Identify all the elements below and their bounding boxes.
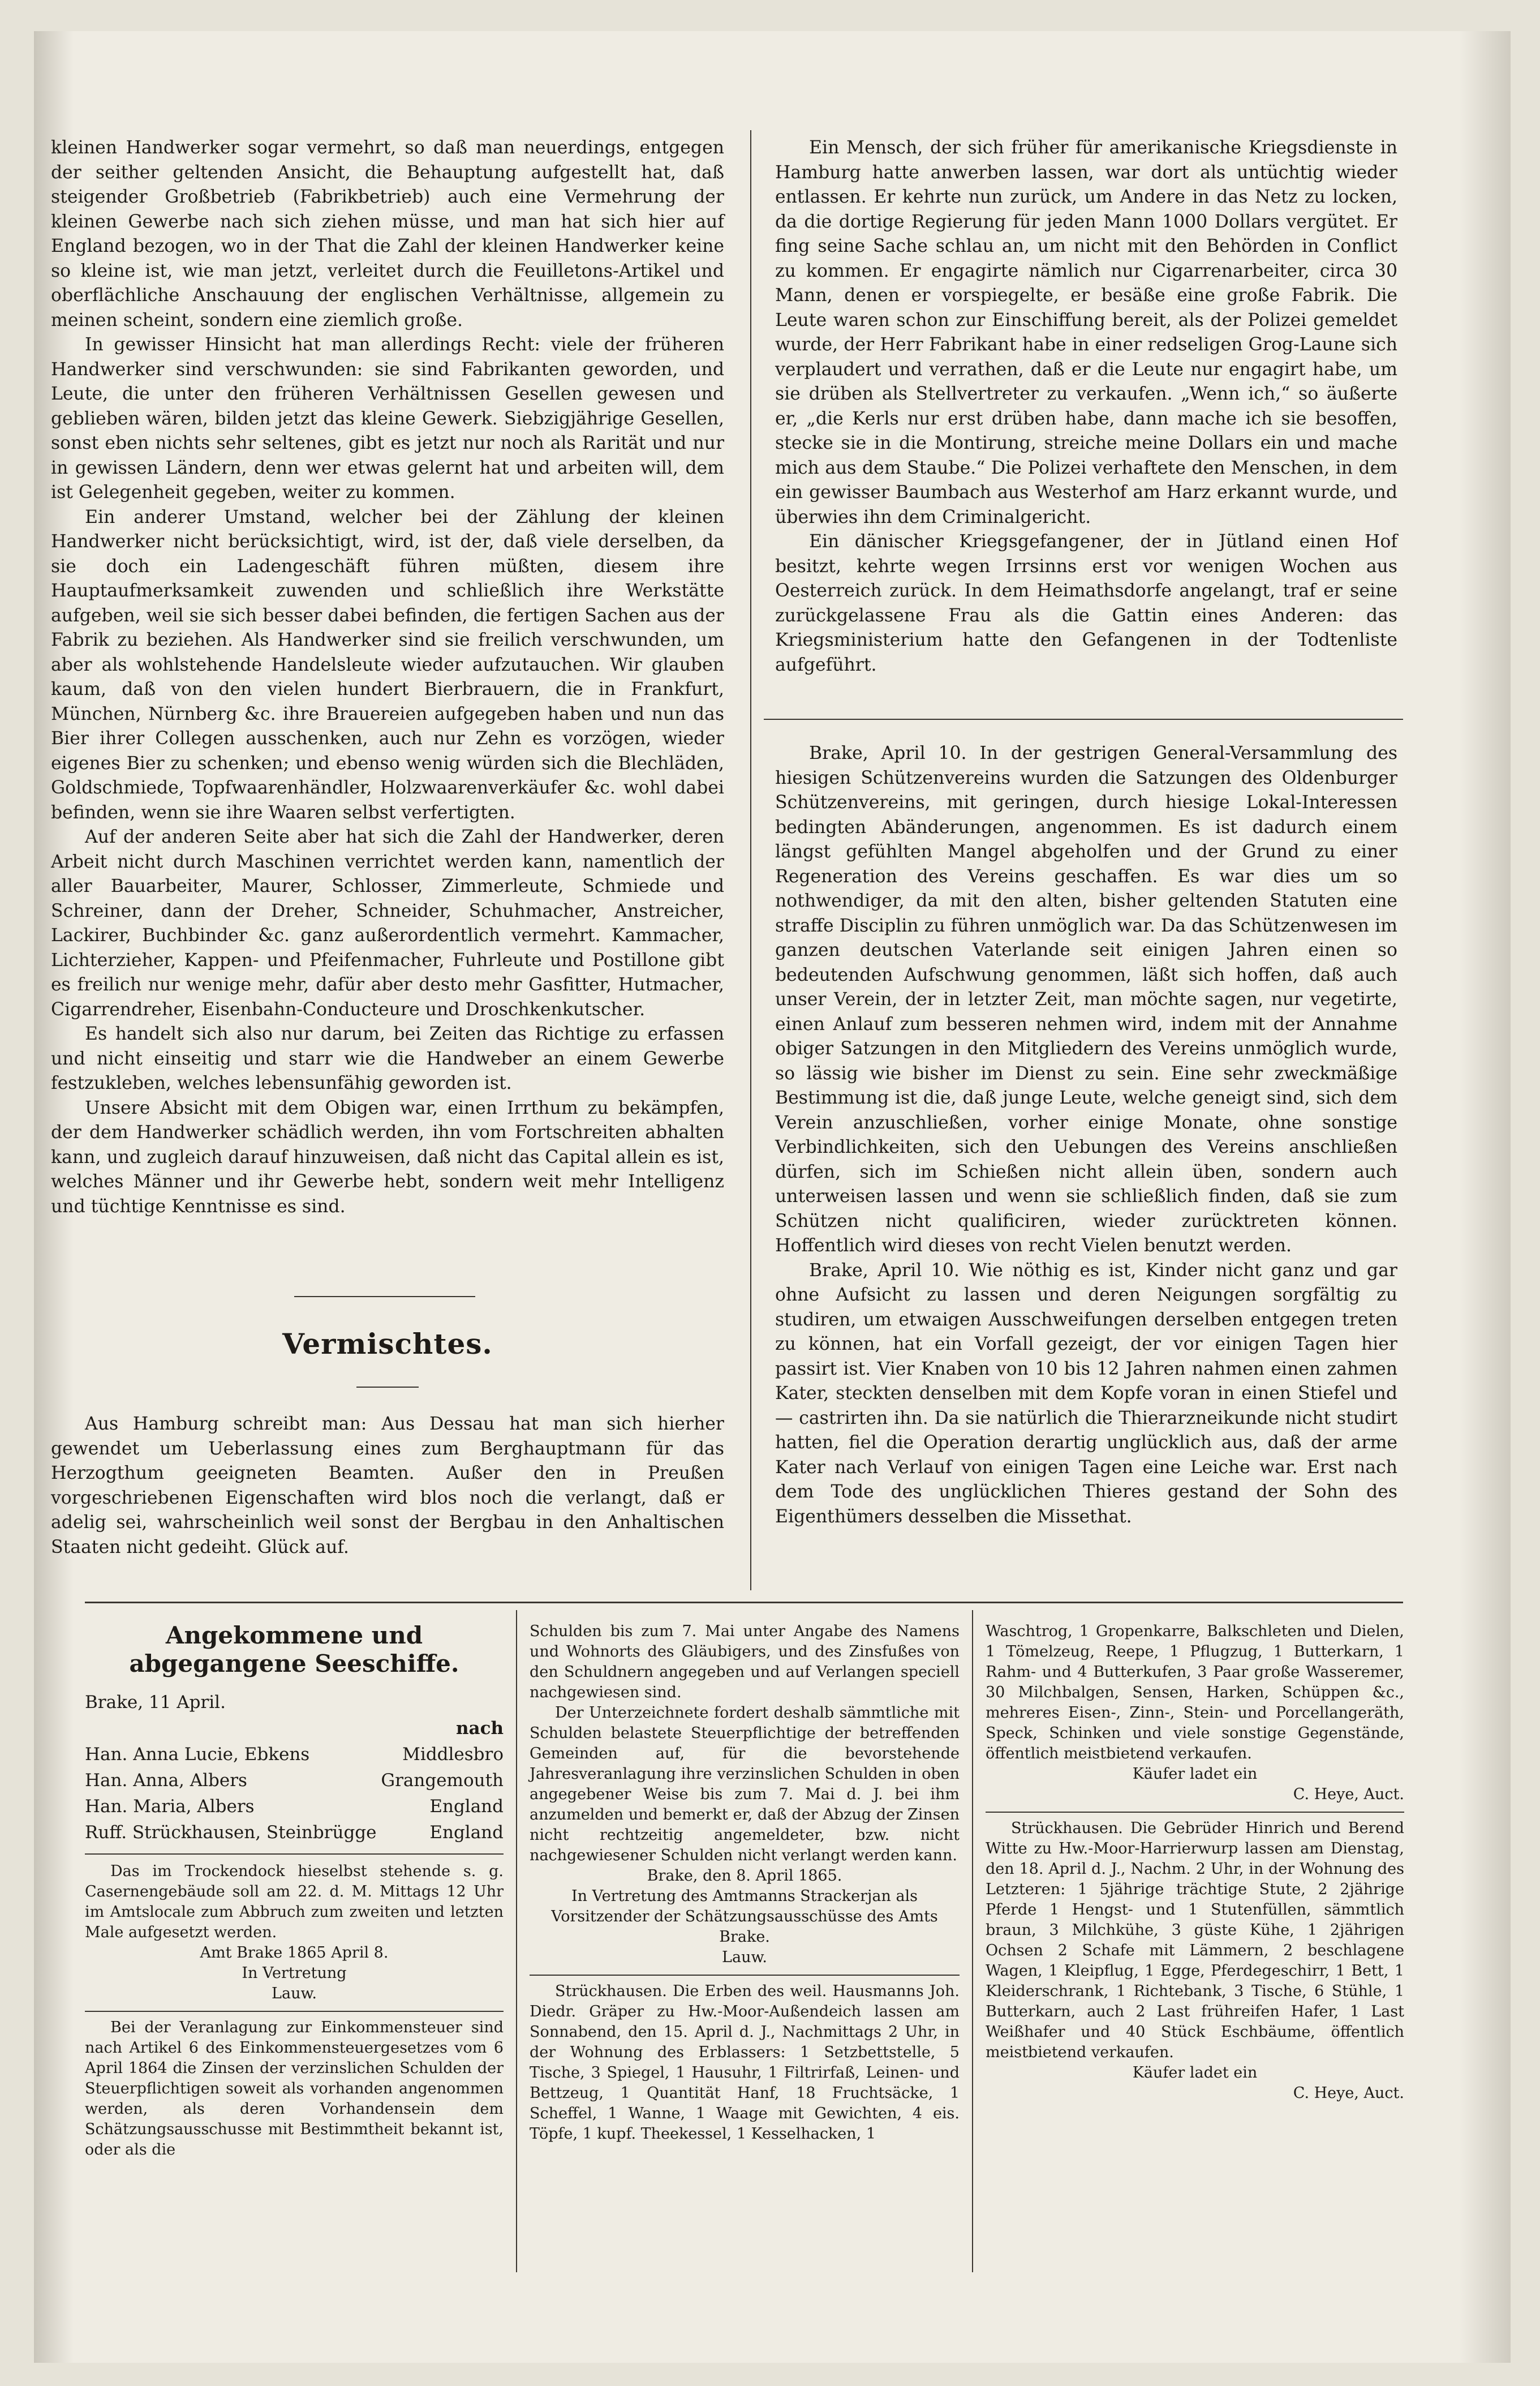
auctioneer-name: C. Heye, Auct. [1293, 2084, 1404, 2102]
page-edge-shadow [1460, 31, 1511, 2363]
ship-entry: Ruff. Strückhausen, Steinbrügge England [85, 1822, 504, 1843]
shipping-date-row [85, 1689, 504, 1715]
article-paragraph: Es handelt sich also nur darum, bei Zeiten das Richtige zu erfassen und nicht einseitig und starr wie die Handweber an einem Gewerbe festzukleben, welches lebensunfähig geworden ist. [51, 1024, 724, 1093]
notice-signature: Amt Brake 1865 April 8. [200, 1944, 389, 1962]
ship-entry: Han. Anna Lucie, Ebkens Middlesbro [85, 1744, 504, 1765]
shipping-date: Brake, 11 April. [85, 1692, 226, 1713]
article-paragraph: Brake, April 10. Wie nöthig es ist, Kinder nicht ganz und gar ohne Aufsicht zu lassen und deren Neigungen sorgfältig zu studiren, um etwaigen Ausschweifungen derselben entgegen treten zu können, hat ein Vorfall gezeigt, der vor einigen Tagen hier passirt ist. Vier Knaben von 10 bis 12 Jahren nahmen einen zahmen Kater, steckten denselben mit dem Kopfe voran in einen Stiefel und — castrirten ihn. Da sie natürlich die Thierarzneikunde nicht studirt hatten, fiel die Operation derartig unglücklich aus, daß der arme Kater nach Verlauf von einigen Tagen eine Leiche war. Erst nach dem Tode des unglücklichen Thieres gestand der Sohn des Eigenthümers desselben die Missethat. [775, 1260, 1397, 1527]
notice-casern: Das im Trockendock hieselbst stehende s. g. Casernengebäude soll am 22. d. M. Mittags 12 Uhr im Amtslocale zum Abbruch zum zweiten und letzten Male aufgesetzt werden. [85, 1863, 504, 1941]
notice-signature: In Vertretung [242, 1964, 347, 1982]
section-heading-misc: Vermischtes. [282, 1327, 493, 1361]
column-divider [750, 130, 751, 1590]
advert-section-rule [85, 1602, 1403, 1603]
auction-notice-continued: Waschtrog, 1 Gropenkarre, Balkschleten und Dielen, 1 Tömelzeug, Reepe, 1 Pflugzug, 1 Butterkarn, 1 Rahm- und 4 Butterkufen, 3 Paar große Wasseremer, 30 Milchbalgen, Sensen, Harken, Schüppen &c., mehreres Eisen-, Zinn-, Stein- und Porcellangeräth, Speck, Schinken und viele sonstige Gegenstände, öffentlich meistbietend verkaufen. [986, 1623, 1404, 1762]
notice-signature: Lauw. [272, 1985, 317, 2002]
ship-entry: Han. Anna, Albers Grangemouth [85, 1770, 504, 1791]
ad-column-divider [516, 1610, 517, 2272]
auction-signature: Käufer ladet ein [1132, 2064, 1258, 2082]
ad-separator [986, 1812, 1404, 1813]
notice-signature: In Vertretung des Amtmanns Strackerjan als Vorsitzender der Schätzungsausschüsse des Amts Brake. [551, 1887, 938, 1946]
article-paragraph: Ein Mensch, der sich früher für amerikanische Kriegsdienste in Hamburg hatte anwerben lassen, war dort als untüchtig wieder entlassen. Er kehrte nun zurück, um Andere in das Netz zu locken, da die dortige Regierung für jeden Mann 1000 Dollars vergütet. Er fing seine Sache schlau an, um nicht mit den Behörden in Conflict zu kommen. Er engagirte nämlich nur Cigarrenarbeiter, circa 30 Mann, denen er vorspiegelte, er besäße eine große Fabrik. Die Leute waren schon zur Einschiffung bereit, als der Polizei gemeldet wurde, der Herr Fabrikant habe in einer redseligen Grog-Laune sich verplaudert und verrathen, daß er die Leute nur engagirt habe, um sie drüben als Stellvertreter zu verkaufen. „Wenn ich,“ so äußerte er, „die Kerls nur erst drüben habe, dann mache ich sie besoffen, stecke sie in die Montirung, streiche meine Dollars ein und mache mich aus dem Staube.“ Die Polizei verhaftete den Menschen, in dem ein gewisser Baumbach aus Westerhof am Harz erkannt wurde, und überwies ihn dem Criminalgericht. [775, 138, 1397, 527]
article-paragraph: Ein dänischer Kriegsgefangener, der in Jütland einen Hof besitzt, kehrte wegen Irrsinns erst vor wenigen Wochen aus Oesterreich zurück. In dem Heimathsdorfe angelangt, traf er seine zurückgelassene Frau als die Gattin eines Anderen: das Kriegsministerium hatte den Gefangenen in der Todtenliste aufgeführt. [775, 531, 1397, 675]
ship-entry: Han. Maria, Albers England [85, 1796, 504, 1817]
ad-column-divider [972, 1610, 973, 2272]
shipping-news [85, 1621, 504, 2272]
ad-separator [85, 1853, 504, 1855]
right-column-bottom [775, 741, 1397, 1527]
misc-article [51, 1412, 724, 1593]
notice-tax-continued: Schulden bis zum 7. Mai unter Angabe des Namens und Wohnorts des Gläubigers, und des Zinsfußes von den Schuldnern angegeben und auf Verlangen speciell nachgewiesen sind. [530, 1623, 960, 1701]
article-paragraph: kleinen Handwerker sogar vermehrt, so daß man neuerdings, entgegen der seither geltenden Ansicht, die Behauptung aufgestellt hat, daß steigender Großbetrieb (Fabrikbetrieb) auch eine Vermehrung der kleinen Gewerbe nach sich ziehen müsse, und man hat sich hier auf England bezogen, wo in der That die Zahl der kleinen Handwerker keine so kleine ist, wie man jetzt, verleitet durch die Feuilletons-Artikel und oberflächliche Anschauung der englischen Verhältnisse, allgemein zu meinen scheint, sondern eine ziemlich große. [51, 138, 724, 331]
article-paragraph: Brake, April 10. In der gestrigen General-Versammlung des hiesigen Schützenvereins wurden die Satzungen des Oldenburger Schützenvereins, mit geringen, durch hiesige Lokal-Interessen bedingten Abänderungen, angenommen. Es ist dadurch einem längst gefühlten Mangel abgeholfen und der Grund zu einer Regeneration des Vereins geschaffen. Es war dies um so nothwendiger, da mit den alten, bisher geltenden Statuten eine straffe Disciplin zu führen unmöglich war. Da das Schützenwesen im ganzen deutschen Vaterlande seit einigen Jahren einen so bedeutenden Aufschwung genommen, läßt sich hoffen, daß auch unser Verein, der in letzter Zeit, man möchte sagen, nur vegetirte, einen Anlauf zum besseren nehmen wird, indem mit der Annahme obiger Satzungen in den Mitgliedern des Vereins unmöglich wurde, so lässig wie bisher im Dienst zu sein. Eine sehr zweckmäßige Bestimmung ist die, daß junge Leute, welche geneigt sind, sich dem Verein anzuschließen, vorher einige Monate, ohne sonstige Verbindlichkeiten, sich den Uebungen des Vereins anschließen dürfen, sich im Schießen nicht allein üben, sondern auch unterweisen lassen und wenn sie schließlich finden, daß sie zum Schützen nicht qualificiren, wieder zurücktreten können. Hoffentlich wird dieses von recht Vielen benutzt werden. [775, 743, 1397, 1256]
ad-separator [530, 1975, 960, 1976]
right-column-top [775, 136, 1397, 702]
section-separator [764, 719, 1403, 720]
auction-notice: Strückhausen. Die Gebrüder Hinrich und Berend Witte zu Hw.-Moor-Harrierwurp lassen am Dienstag, den 18. April d. J., Nachm. 2 Uhr, in der Wohnung des Letzteren: 1 5jährige trächtige Stute, 2 2jährige Pferde 1 Hengst- und 1 Stutenfüllen, sämmtlich braun, 3 Milchkühe, 3 güste Kühe, 1 2jährigen Ochsen 2 Schafe mit Lämmern, 2 beschlagene Wagen, 1 Kleipflug, 1 Egge, Pferdegeschirr, 1 Bett, 1 Kleiderschrank, 1 Richtebank, 3 Tische, 6 Stühle, 1 Butterkarn, auch 2 Last frühreifen Hafer, 1 Last Weißhafer und 40 Stück Eschbäume, öffentlich meistbietend verkaufen. [986, 1819, 1404, 2061]
newspaper-page [34, 31, 1511, 2363]
ad-column-right [986, 1621, 1404, 2272]
auctioneer-name: C. Heye, Auct. [1293, 1786, 1404, 1803]
article-paragraph: Auf der anderen Seite aber hat sich die Zahl der Handwerker, deren Arbeit nicht durch Maschinen verrichtet werden kann, namentlich der aller Bauarbeiter, Maurer, Schlosser, Zimmerleute, Schmiede und Schreiner, dann der Dreher, Schneider, Schuhmacher, Anstreicher, Lackirer, Buchbinder &c. ganz außerordentlich vermehrt. Kammacher, Lichterzieher, Kappen- und Pfeifenmacher, Fuhrleute und Postillone gibt es freilich nur wenige mehr, dafür aber desto mehr Gasfitter, Hutmacher, Cigarrendreher, Eisenbahn-Conducteure und Droschkenkutscher. [51, 827, 724, 1020]
auction-notice: Strückhausen. Die Erben des weil. Hausmanns Joh. Diedr. Gräper zu Hw.-Moor-Außendeich lassen am Sonnabend, den 15. April d. J., Nachmittags 2 Uhr, in der Wohnung des Erblassers: 1 Setzbettstelle, 5 Tische, 3 Spiegel, 1 Hausuhr, 1 Filtrirfaß, Leinen- und Bettzeug, 1 Quantität Hanf, 18 Fruchtsäcke, 1 Scheffel, 1 Wanne, 1 Waage mit Gewichten, 4 eis. Töpfe, 1 kupf. Theekessel, 1 Kesselhacken, 1 [530, 1982, 960, 2143]
notice-signature: Lauw. [722, 1949, 767, 1966]
shipping-title: Angekommene und abgegangene Seeschiffe. [129, 1621, 459, 1677]
notice-tax-call: Der Unterzeichnete fordert deshalb sämmtliche mit Schulden belastete Steuerpflichtige der betreffenden Gemeinden auf, für die bevorstehende Jahresveranlagung ihre verzinslichen Schulden in oben angegebener Weise bis zum 7. Mai d. J. bei ihm anzumelden und bemerkt er, daß der Abzug der Zinsen nicht rechtzeitig angemeldeter, bzw. nicht nachgewiesener Schulden nicht verlangt werden kann. [530, 1704, 960, 1864]
section-separator [294, 1296, 475, 1297]
article-paragraph: Unsere Absicht mit dem Obigen war, einen Irrthum zu bekämpfen, der dem Handwerker schädlich werden, ihn vom Fortschreiten abhalten kann, und zugleich darauf hinzuweisen, daß nicht das Capital allein es ist, welches Männer und ihr Gewerbe hebt, sondern weit mehr Intelligenz und tüchtige Kenntnisse es sind. [51, 1097, 724, 1217]
auction-signature: Käufer ladet ein [1132, 1765, 1258, 1783]
article-paragraph: In gewisser Hinsicht hat man allerdings Recht: viele der früheren Handwerker sind verschwunden: sie sind Fabrikanten geworden, und Leute, die unter den früheren Verhältnissen Gesellen gewesen und geblieben wären, bilden jetzt das kleine Gewerk. Siebzigjährige Gesellen, sonst eben nichts sehr seltenes, gibt es jetzt nur noch als Rarität und nur in gewissen Ländern, denn wer etwas gelernt hat und arbeiten will, dem ist Gelegenheit gegeben, weiter zu kommen. [51, 334, 724, 503]
heading-underline [356, 1387, 419, 1388]
ad-column-middle [530, 1621, 960, 2272]
shipping-direction-row [85, 1715, 504, 1741]
article-paragraph: Aus Hamburg schreibt man: Aus Dessau hat man sich hierher gewendet um Ueberlassung eines zum Berghauptmann für das Herzogthum geeigneten Beamten. Außer den in Preußen vorgeschriebenen Eigenschaften wird blos noch die verlangt, daß er adelig sei, wahrscheinlich weil sonst der Bergbau in den Anhaltischen Staaten nicht gedeiht. Glück auf. [51, 1414, 724, 1557]
shipping-direction: nach [455, 1718, 504, 1739]
notice-tax: Bei der Veranlagung zur Einkommensteuer sind nach Artikel 6 des Einkommensteuergesetzes vom 6 April 1864 die Zinsen der verzinslichen Schulden der Steuerpflichtigen soweit als vorhanden angenommen werden, als deren Vorhandensein dem Schätzungsausschusse mit Bestimmtheit bekannt ist, oder als die [85, 2019, 504, 2158]
article-paragraph: Ein anderer Umstand, welcher bei der Zählung der kleinen Handwerker nicht berücksichtigt, wird, ist der, daß viele derselben, da sie doch ein Ladengeschäft führen müßten, diesem ihre Hauptaufmerksamkeit zuwenden und schließlich ihre Werkstätte aufgeben, weil sie sich besser dabei befinden, die fertigen Sachen aus der Fabrik zu beziehen. Als Handwerker sind sie freilich verschwunden, um aber als wohlstehende Handelsleute wieder aufzutauchen. Wir glauben kaum, daß von den vielen hundert Bierbrauern, die in Frankfurt, München, Nürnberg &c. ihre Brauereien aufgegeben haben und nun das Bier ihrer Collegen ausschenken, auch nur Zehn es vorzögen, wieder eigenes Bier zu schenken; und ebenso wenig würden sich die Blechläden, Goldschmiede, Topfwaarenhändler, Holzwaarenverkäufer &c. wohl dabei befinden, wenn sie ihre Waaren selbst verfertigten. [51, 507, 724, 823]
ad-separator [85, 2011, 504, 2012]
left-column [51, 136, 724, 1285]
notice-date: Brake, den 8. April 1865. [647, 1867, 842, 1885]
